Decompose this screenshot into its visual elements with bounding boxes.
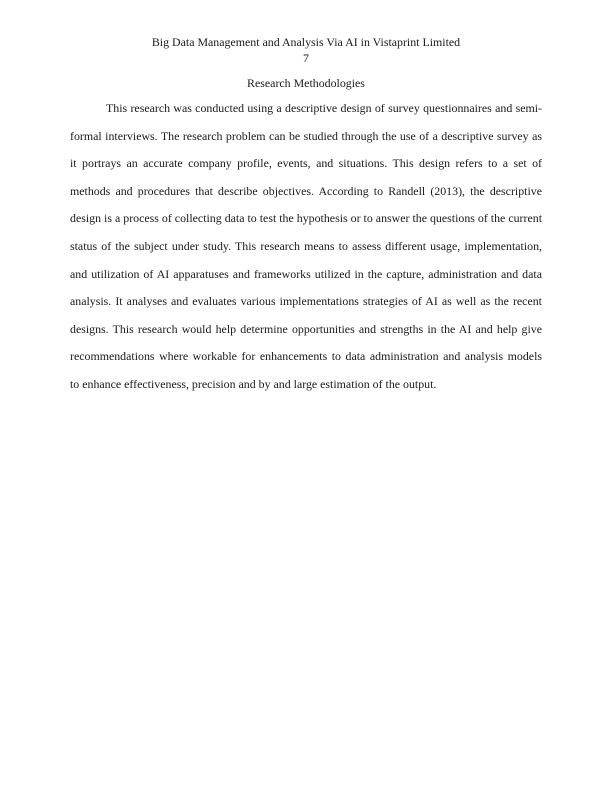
section-heading: Research Methodologies xyxy=(247,76,365,90)
paragraph-line: This research was conducted using a descriptive design of survey questionnaires and semi- xyxy=(106,101,542,115)
page-number: 7 xyxy=(303,51,309,65)
page-header xyxy=(0,34,612,66)
paragraph-line: status of the subject under study. This research means to assess different usage, implementation, xyxy=(70,238,542,253)
paragraph-line: design is a process of collecting data to test the hypothesis or to answer the questions of the current xyxy=(70,211,542,226)
paragraph-line: and utilization of AI apparatuses and frameworks utilized in the capture, administration and data xyxy=(70,266,542,281)
paragraph-line: designs. This research would help determine opportunities and strengths in the AI and help give xyxy=(70,321,542,336)
body-paragraph xyxy=(70,95,542,399)
paragraph-line: methods and procedures that describe objectives. According to Randell (2013), the descriptive xyxy=(70,183,542,198)
paragraph-line: it portrays an accurate company profile, events, and situations. This design refers to a set of xyxy=(70,156,542,171)
paragraph-line: formal interviews. The research problem can be studied through the use of a descriptive survey as xyxy=(70,128,542,143)
paragraph-line: analysis. It analyses and evaluates various implementations strategies of AI as well as the recent xyxy=(70,294,542,309)
running-head: Big Data Management and Analysis Via AI in Vistaprint Limited xyxy=(151,35,461,49)
paragraph-line: to enhance effectiveness, precision and by and large estimation of the output. xyxy=(70,376,437,391)
paragraph-line: recommendations where workable for enhancements to data administration and analysis models xyxy=(70,349,542,364)
